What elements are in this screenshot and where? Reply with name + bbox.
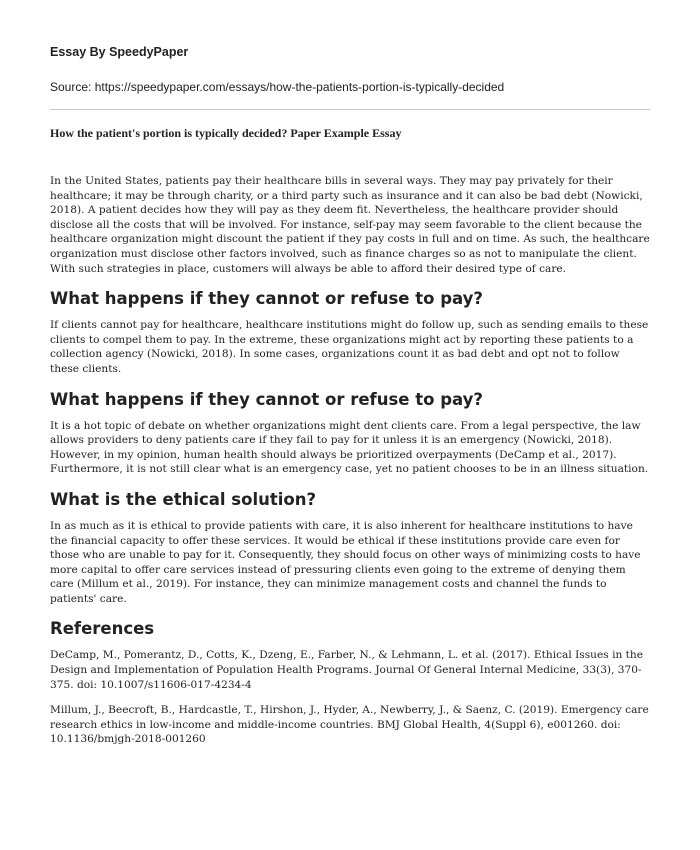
intro-paragraph: In the United States, patients pay their healthcare bills in several ways. They may pay privately for their healthcare; it may be through charity, or a third party such as insurance and it can also be bad debt (Nowicki, 2018). A patient decides how they will pay as they deem fit. Nevertheless, the healthcare provider should disclose all the costs that will be involved. For instance, self-pay may seem favorable to the client because the healthcare organization might discount the patient if they pay costs in full and on time. As such, the healthcare organization must disclose other factors involved, such as finance charges so as not to manipulate the client. With such strategies in place, customers will always be able to afford their desired type of care. <box>50 175 650 275</box>
essay-brand: Essay By SpeedyPaper <box>50 45 189 59</box>
essay-title: How the patient's portion is typically decided? Paper Example Essay <box>50 126 402 140</box>
section-body-3: In as much as it is ethical to provide patients with care, it is also inherent for healthcare institutions to have the financial capacity to offer these services. It would be ethical if these institutions provide care even for those who are unable to pay for it. Consequently, they should focus on other ways of minimizing costs to have more capital to offer care services instead of pressuring clients even going to the extreme of denying them care (Millum et al., 2019). For instance, they can minimize management costs and channel the funds to patients' care. <box>50 519 641 605</box>
section-heading-3: What is the ethical solution? <box>50 489 317 509</box>
reference-item: DeCamp, M., Pomerantz, D., Cotts, K., Dzeng, E., Farber, N., & Lehmann, L. et al. (2017). Ethical Issues in the Design and Implementation of Population Health Programs. Journal Of General Internal Medicine, 33(3), 370-375. doi: 10.1007/s11606-017-4234-4 <box>50 649 643 691</box>
section-heading-1: What happens if they cannot or refuse to pay? <box>50 289 483 309</box>
header-divider <box>50 109 650 110</box>
section-body-1: If clients cannot pay for healthcare, healthcare institutions might do follow up, such as sending emails to these clients to compel them to pay. In the extreme, these organizations might act by reporting these patients to a collection agency (Nowicki, 2018). In some cases, organizations count it as bad debt and opt not to follow these clients. <box>50 319 649 375</box>
source-url: Source: https://speedypaper.com/essays/how-the-patients-portion-is-typically-decided <box>50 80 505 94</box>
section-heading-2: What happens if they cannot or refuse to pay? <box>50 389 483 409</box>
section-body-2: It is a hot topic of debate on whether organizations might dent clients care. From a legal perspective, the law allows providers to deny patients care if they fail to pay for it unless it is an emergency (Nowicki, 2018). However, in my opinion, human health should always be prioritized overpayments (DeCamp et al., 2017). Furthermore, it is not still clear what is an emergency case, yet no patient chooses to be in an illness situation. <box>50 419 649 476</box>
reference-item: Millum, J., Beecroft, B., Hardcastle, T., Hirshon, J., Hyder, A., Newberry, J., & Saenz, C. (2019). Emergency care research ethics in low-income and middle-income countries. BMJ Global Health, 4(Suppl 6), e001260. doi: 10.1136/bmjgh-2018-001260 <box>50 704 649 746</box>
references-heading: References <box>50 619 155 639</box>
